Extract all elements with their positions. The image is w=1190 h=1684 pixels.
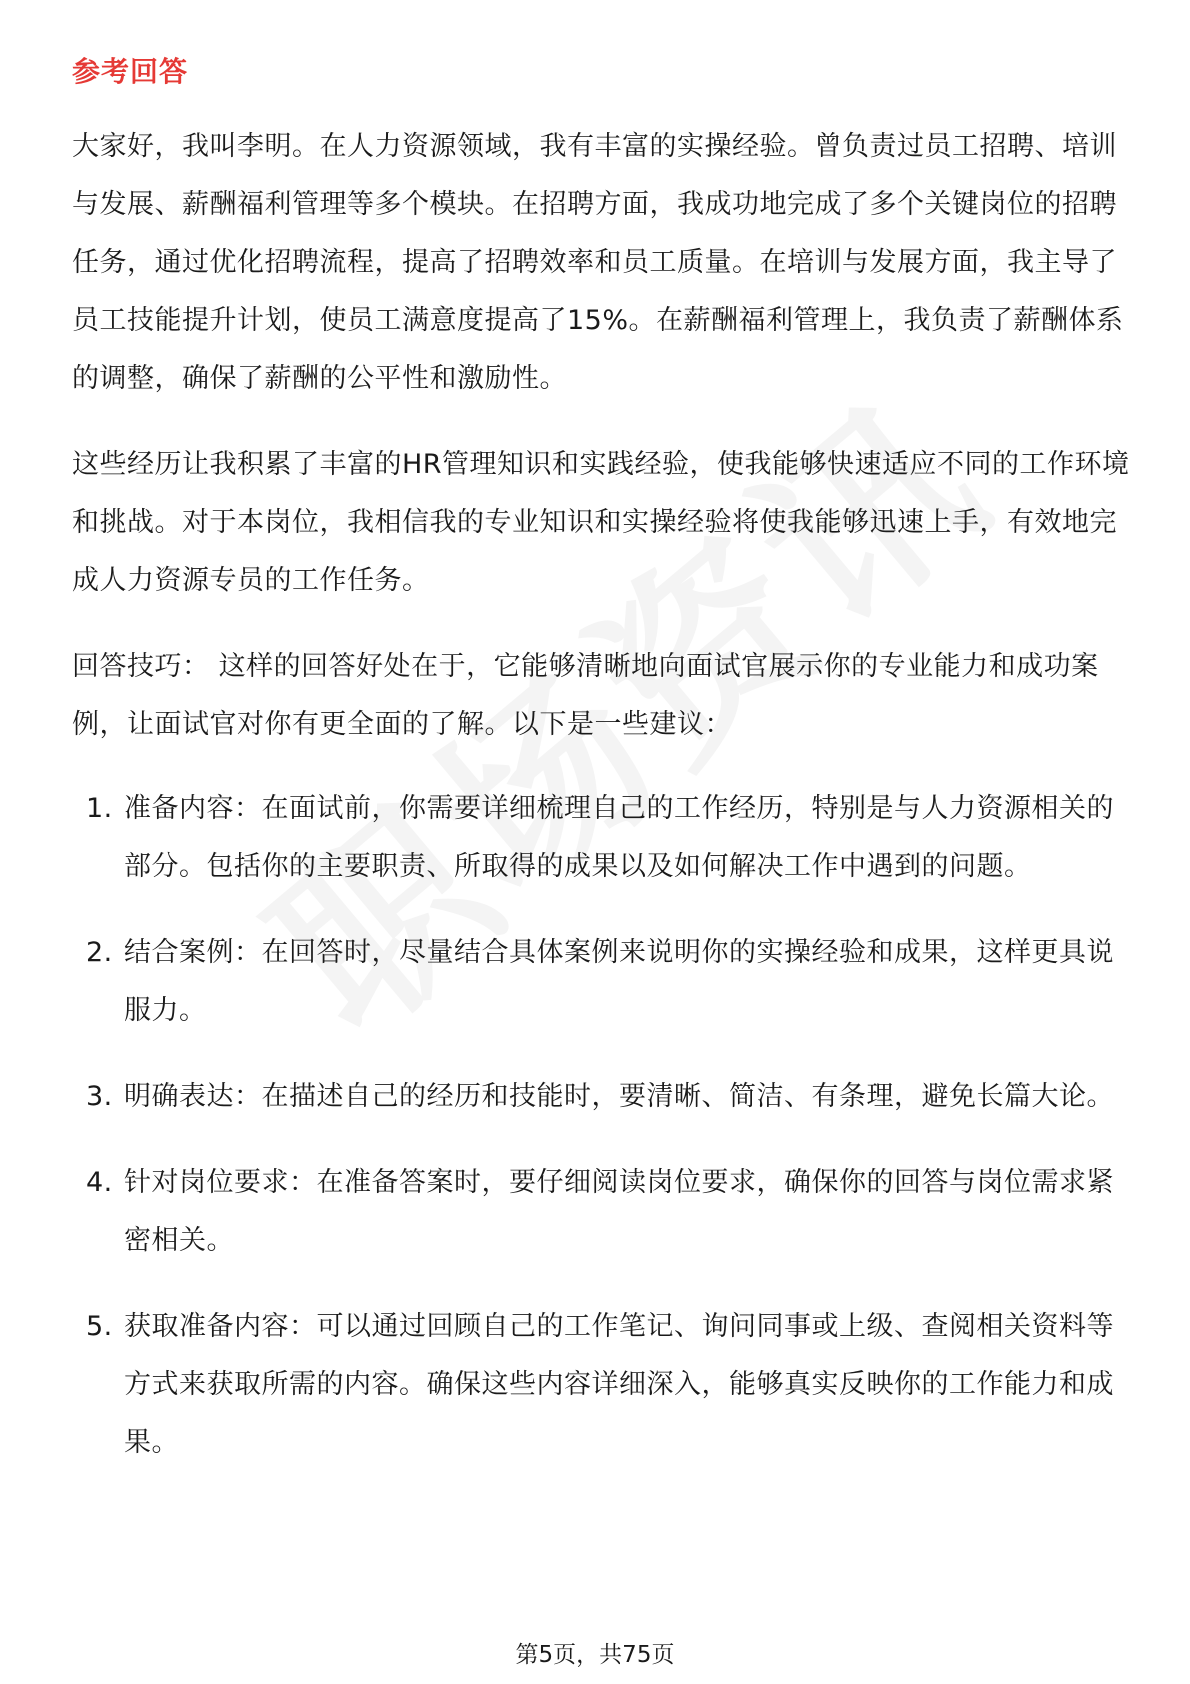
summary-paragraph: 这些经历让我积累了丰富的HR管理知识和实践经验，使我能够快速适应不同的工作环境和挑战。对于本岗位，我相信我的专业知识和实操经验将使我能够迅速上手，有效地完成人力资源专员的工作任务。 [72, 449, 1130, 596]
list-item-text: 准备内容：在面试前，你需要详细梳理自己的工作经历，特别是与人力资源相关的部分。包括你的主要职责、所取得的成果以及如何解决工作中遇到的问题。 [124, 793, 1114, 882]
list-item [72, 1068, 1132, 1126]
list-item [72, 780, 1132, 896]
list-item-number: 2. [86, 937, 113, 968]
list-item-number: 1. [86, 793, 113, 824]
list-item-text: 结合案例：在回答时，尽量结合具体案例来说明你的实操经验和成果，这样更具说服力。 [124, 937, 1114, 1026]
tips-list [72, 780, 1132, 1500]
list-item [72, 1154, 1132, 1270]
list-item-text: 获取准备内容：可以通过回顾自己的工作笔记、询问同事或上级、查阅相关资料等方式来获取所需的内容。确保这些内容详细深入，能够真实反映你的工作能力和成果。 [124, 1311, 1114, 1458]
list-item-text: 针对岗位要求：在准备答案时，要仔细阅读岗位要求，确保你的回答与岗位需求紧密相关。 [124, 1167, 1114, 1256]
list-item-number: 4. [86, 1167, 113, 1198]
list-item-number: 3. [86, 1081, 113, 1112]
list-item [72, 924, 1132, 1040]
list-item-text: 明确表达：在描述自己的经历和技能时，要清晰、简洁、有条理，避免长篇大论。 [124, 1081, 1114, 1112]
list-item [72, 1298, 1132, 1472]
tips-intro: 回答技巧： 这样的回答好处在于，它能够清晰地向面试官展示你的专业能力和成功案例，让面试官对你有更全面的了解。以下是一些建议： [72, 651, 1099, 740]
list-item-number: 5. [86, 1311, 113, 1342]
intro-paragraph: 大家好，我叫李明。在人力资源领域，我有丰富的实操经验。曾负责过员工招聘、培训与发展、薪酬福利管理等多个模块。在招聘方面，我成功地完成了多个关键岗位的招聘任务，通过优化招聘流程，提高了招聘效率和员工质量。在培训与发展方面，我主导了员工技能提升计划，使员工满意度提高了15%。在薪酬福利管理上，我负责了薪酬体系的调整，确保了薪酬的公平性和激励性。 [72, 131, 1124, 394]
section-title: 参考回答 [72, 55, 189, 88]
page-footer: 第5页，共75页 [515, 1642, 675, 1668]
